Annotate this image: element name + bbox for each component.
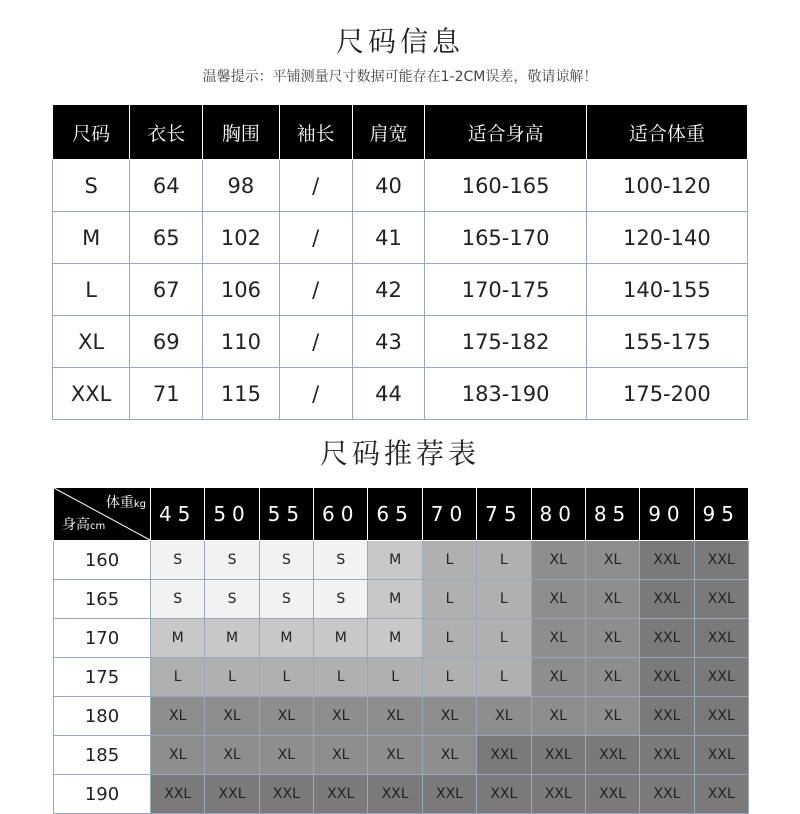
table-row xyxy=(53,212,748,264)
size-cell: L xyxy=(314,658,368,697)
size-cell: S xyxy=(259,580,313,619)
size-cell: S xyxy=(205,580,259,619)
table-cell: 160-165 xyxy=(425,160,586,212)
table-cell: 69 xyxy=(130,316,203,368)
size-cell: L xyxy=(477,541,531,580)
size-cell: XL xyxy=(314,736,368,775)
height-cell: 165 xyxy=(54,580,151,619)
size-cell: XXL xyxy=(585,736,639,775)
size-recommendation-table xyxy=(53,487,749,814)
table-cell: / xyxy=(279,160,352,212)
size-cell: M xyxy=(368,580,422,619)
table-cell: 40 xyxy=(352,160,425,212)
size-cell: XL xyxy=(259,736,313,775)
height-cell: 160 xyxy=(54,541,151,580)
size-cell: L xyxy=(422,619,476,658)
size-cell: XXL xyxy=(694,541,748,580)
table-cell: 102 xyxy=(203,212,280,264)
weight-header-cell: 90 xyxy=(640,488,694,541)
measurement-tip: 温馨提示：平铺测量尺寸数据可能存在1-2CM误差，敬请谅解！ xyxy=(202,69,598,85)
size-cell: M xyxy=(368,619,422,658)
size-cell: S xyxy=(151,541,205,580)
table-row xyxy=(53,316,748,368)
size-cell: XL xyxy=(151,736,205,775)
size-cell: L xyxy=(422,658,476,697)
table-cell: 155-175 xyxy=(586,316,747,368)
size-cell: XXL xyxy=(640,775,694,814)
table-row xyxy=(54,580,749,619)
size-cell: XL xyxy=(151,697,205,736)
size-cell: XXL xyxy=(694,658,748,697)
table-cell: 110 xyxy=(203,316,280,368)
size-cell: M xyxy=(368,541,422,580)
size-cell: XXL xyxy=(694,580,748,619)
table-row xyxy=(54,736,749,775)
table-cell: 43 xyxy=(352,316,425,368)
weight-label: 体重kg xyxy=(105,495,146,511)
size-cell: S xyxy=(151,580,205,619)
header-cell: 衣长 xyxy=(130,105,203,160)
height-cell: 185 xyxy=(54,736,151,775)
table-cell: / xyxy=(279,264,352,316)
weight-header-cell: 45 xyxy=(151,488,205,541)
header-cell: 肩宽 xyxy=(352,105,425,160)
size-cell: XL xyxy=(259,697,313,736)
table-cell: 100-120 xyxy=(586,160,747,212)
size-cell: XXL xyxy=(585,775,639,814)
size-cell: XXL xyxy=(640,580,694,619)
size-cell: XXL xyxy=(640,658,694,697)
table-row xyxy=(53,160,748,212)
table-cell: 106 xyxy=(203,264,280,316)
size-cell: L xyxy=(151,658,205,697)
size-cell: XXL xyxy=(694,775,748,814)
size-cell: XL xyxy=(585,541,639,580)
header-cell: 尺码 xyxy=(53,105,130,160)
size-cell: L xyxy=(422,541,476,580)
size-cell: S xyxy=(205,541,259,580)
size-cell: XL xyxy=(531,619,585,658)
size-cell: S xyxy=(259,541,313,580)
table-cell: 64 xyxy=(130,160,203,212)
size-cell: XXL xyxy=(368,775,422,814)
size-cell: L xyxy=(422,580,476,619)
size-cell: XL xyxy=(585,658,639,697)
size-cell: XL xyxy=(314,697,368,736)
size-cell: L xyxy=(477,658,531,697)
size-cell: XXL xyxy=(314,775,368,814)
page-title: 尺码信息 xyxy=(335,25,464,58)
table-cell: L xyxy=(53,264,130,316)
size-cell: XXL xyxy=(422,775,476,814)
size-cell: XXL xyxy=(259,775,313,814)
table-row xyxy=(54,658,749,697)
size-cell: XXL xyxy=(477,736,531,775)
weight-header-cell: 50 xyxy=(205,488,259,541)
size-cell: L xyxy=(477,580,531,619)
header-cell: 适合体重 xyxy=(586,105,747,160)
size-info-table xyxy=(52,104,748,420)
table-cell: XL xyxy=(53,316,130,368)
table-cell: 98 xyxy=(203,160,280,212)
weight-header-row xyxy=(54,488,749,541)
table-row xyxy=(53,264,748,316)
height-cell: 175 xyxy=(54,658,151,697)
size-cell: XL xyxy=(368,736,422,775)
weight-header-cell: 95 xyxy=(694,488,748,541)
size-cell: L xyxy=(205,658,259,697)
size-cell: L xyxy=(259,658,313,697)
table-cell: 175-200 xyxy=(586,368,747,420)
table-cell: M xyxy=(53,212,130,264)
table-row xyxy=(54,775,749,814)
height-label: 身高cm xyxy=(62,517,106,533)
table-row xyxy=(54,541,749,580)
header-cell: 袖长 xyxy=(279,105,352,160)
table-cell: 67 xyxy=(130,264,203,316)
size-cell: XL xyxy=(585,619,639,658)
table-cell: 170-175 xyxy=(425,264,586,316)
size-cell: XL xyxy=(368,697,422,736)
size-cell: M xyxy=(314,619,368,658)
table-cell: / xyxy=(279,368,352,420)
table-row xyxy=(53,368,748,420)
size-cell: XL xyxy=(531,541,585,580)
header-cell: 适合身高 xyxy=(425,105,586,160)
table-cell: 71 xyxy=(130,368,203,420)
weight-header-cell: 80 xyxy=(531,488,585,541)
table-cell: / xyxy=(279,212,352,264)
table-cell: 175-182 xyxy=(425,316,586,368)
height-cell: 170 xyxy=(54,619,151,658)
size-cell: XL xyxy=(477,697,531,736)
size-cell: XL xyxy=(531,658,585,697)
weight-header-cell: 60 xyxy=(314,488,368,541)
table-cell: / xyxy=(279,316,352,368)
table-cell: 183-190 xyxy=(425,368,586,420)
size-info-header-row xyxy=(53,105,748,160)
size-cell: S xyxy=(314,580,368,619)
corner-cell xyxy=(54,488,151,541)
size-cell: XXL xyxy=(694,697,748,736)
table-cell: 65 xyxy=(130,212,203,264)
size-cell: M xyxy=(259,619,313,658)
table-cell: 165-170 xyxy=(425,212,586,264)
table-cell: 115 xyxy=(203,368,280,420)
size-cell: XXL xyxy=(640,541,694,580)
header-cell: 胸围 xyxy=(203,105,280,160)
table-cell: 44 xyxy=(352,368,425,420)
size-cell: XL xyxy=(205,697,259,736)
size-cell: XL xyxy=(422,697,476,736)
size-cell: XXL xyxy=(151,775,205,814)
recommendation-title: 尺码推荐表 xyxy=(319,437,480,470)
table-cell: XXL xyxy=(53,368,130,420)
size-cell: XXL xyxy=(531,775,585,814)
size-cell: M xyxy=(205,619,259,658)
weight-header-cell: 85 xyxy=(585,488,639,541)
size-cell: M xyxy=(151,619,205,658)
size-cell: XL xyxy=(531,580,585,619)
weight-header-cell: 70 xyxy=(422,488,476,541)
weight-header-cell: 55 xyxy=(259,488,313,541)
size-cell: XXL xyxy=(531,736,585,775)
table-cell: 42 xyxy=(352,264,425,316)
size-cell: XXL xyxy=(205,775,259,814)
size-cell: XL xyxy=(531,697,585,736)
size-cell: L xyxy=(477,619,531,658)
size-cell: XXL xyxy=(640,697,694,736)
size-cell: S xyxy=(314,541,368,580)
size-cell: XXL xyxy=(640,619,694,658)
size-cell: XXL xyxy=(694,736,748,775)
table-cell: S xyxy=(53,160,130,212)
height-cell: 190 xyxy=(54,775,151,814)
weight-header-cell: 65 xyxy=(368,488,422,541)
size-cell: L xyxy=(368,658,422,697)
size-cell: XXL xyxy=(694,619,748,658)
weight-header-cell: 75 xyxy=(477,488,531,541)
size-cell: XL xyxy=(585,697,639,736)
size-cell: XXL xyxy=(640,736,694,775)
table-cell: 140-155 xyxy=(586,264,747,316)
table-cell: 120-140 xyxy=(586,212,747,264)
size-cell: XL xyxy=(422,736,476,775)
table-row xyxy=(54,697,749,736)
table-cell: 41 xyxy=(352,212,425,264)
size-cell: XXL xyxy=(477,775,531,814)
height-cell: 180 xyxy=(54,697,151,736)
size-cell: XL xyxy=(205,736,259,775)
table-row xyxy=(54,619,749,658)
size-cell: XL xyxy=(585,580,639,619)
